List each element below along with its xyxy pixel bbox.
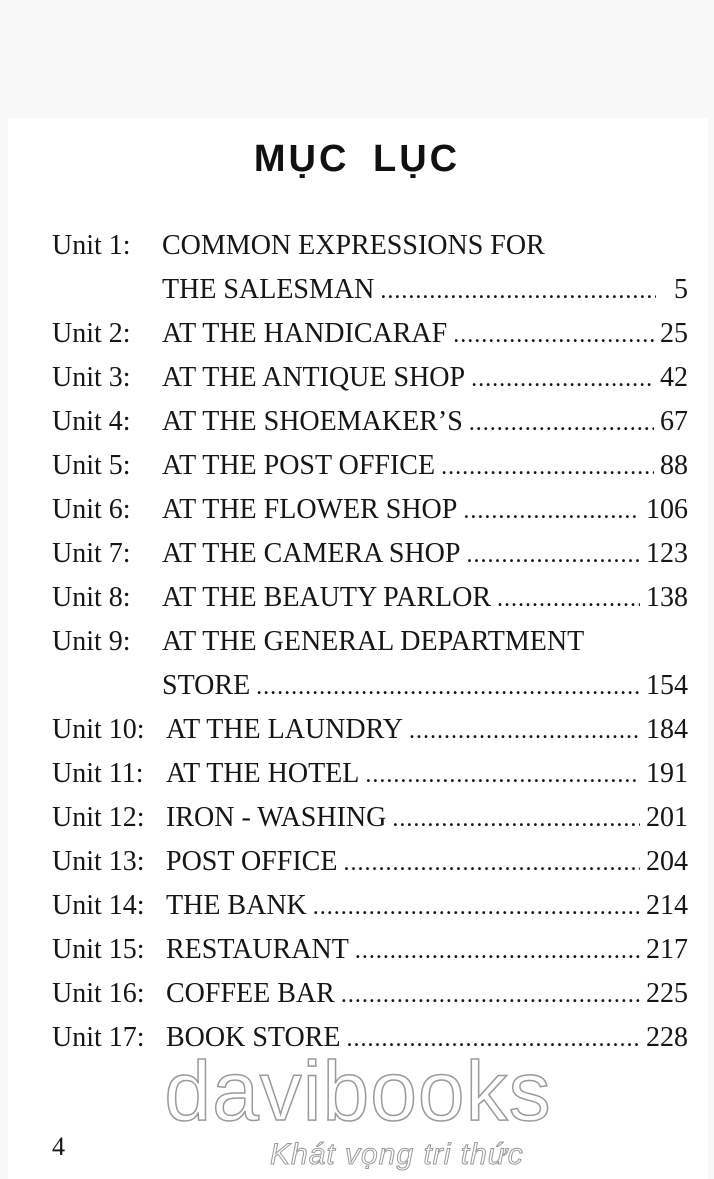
dot-leader bbox=[466, 533, 640, 577]
toc-unit-number: Unit 5: bbox=[52, 450, 131, 481]
toc-page-number: 25 bbox=[660, 318, 688, 349]
toc-title-line bbox=[166, 796, 688, 841]
toc-entry bbox=[52, 224, 688, 312]
toc-unit-number: Unit 14: bbox=[52, 890, 145, 921]
toc-title: RESTAURANT bbox=[166, 934, 349, 965]
toc-unit-number: Unit 1: bbox=[52, 230, 131, 261]
toc-entry bbox=[52, 972, 688, 1016]
toc-title-line bbox=[162, 268, 688, 313]
toc-entry bbox=[52, 752, 688, 796]
toc-page-number: 42 bbox=[660, 362, 688, 393]
watermark-tagline: Khát vọng tri thức bbox=[270, 1138, 524, 1171]
toc-unit-number: Unit 7: bbox=[52, 538, 131, 569]
toc-page-number: 88 bbox=[660, 450, 688, 481]
toc-title-first-line: AT THE GENERAL DEPARTMENT bbox=[162, 626, 585, 657]
toc-page-number: 138 bbox=[646, 582, 688, 613]
toc-unit-number: Unit 15: bbox=[52, 934, 145, 965]
toc-page-number: 5 bbox=[674, 274, 688, 305]
toc-title-line bbox=[162, 312, 688, 357]
toc-entry bbox=[52, 840, 688, 884]
toc-title-line bbox=[162, 576, 688, 621]
toc-title: AT THE HANDICARAF bbox=[162, 318, 448, 349]
toc-title: AT THE POST OFFICE bbox=[162, 450, 436, 481]
dot-leader bbox=[471, 357, 654, 401]
dot-leader bbox=[341, 973, 640, 1017]
toc-entry bbox=[52, 356, 688, 400]
toc-title: THE SALESMAN bbox=[162, 274, 375, 305]
toc-unit-number: Unit 12: bbox=[52, 802, 145, 833]
dot-leader bbox=[463, 489, 640, 533]
toc-title: AT THE FLOWER SHOP bbox=[162, 494, 458, 525]
toc-title-line bbox=[166, 752, 688, 797]
dot-leader bbox=[497, 577, 640, 621]
toc-unit-number: Unit 13: bbox=[52, 846, 145, 877]
toc-entry bbox=[52, 532, 688, 576]
dot-leader bbox=[453, 313, 654, 357]
toc-page-number: 123 bbox=[646, 538, 688, 569]
toc-page-number: 201 bbox=[646, 802, 688, 833]
toc-title-line bbox=[162, 444, 688, 489]
toc-title: STORE bbox=[162, 670, 251, 701]
toc-title-line bbox=[162, 400, 688, 445]
toc-title-line bbox=[162, 664, 688, 709]
toc-page-number: 217 bbox=[646, 934, 688, 965]
toc-page-number: 154 bbox=[646, 670, 688, 701]
toc-page-number: 67 bbox=[660, 406, 688, 437]
toc-page-number: 184 bbox=[646, 714, 688, 745]
toc-unit-number: Unit 10: bbox=[52, 714, 145, 745]
toc-title: BOOK STORE bbox=[166, 1022, 341, 1053]
toc-title-line bbox=[166, 840, 688, 885]
toc-title: IRON - WASHING bbox=[166, 802, 387, 833]
toc-title: THE BANK bbox=[166, 890, 307, 921]
toc-page-number: 191 bbox=[646, 758, 688, 789]
toc-unit-number: Unit 4: bbox=[52, 406, 131, 437]
toc-entry bbox=[52, 400, 688, 444]
toc-unit-number: Unit 2: bbox=[52, 318, 131, 349]
toc-page-number: 204 bbox=[646, 846, 688, 877]
toc-entry bbox=[52, 488, 688, 532]
dot-leader bbox=[343, 841, 640, 885]
toc-title: AT THE BEAUTY PARLOR bbox=[162, 582, 492, 613]
page-title: MỤC LỤC bbox=[253, 138, 461, 180]
toc-title-line bbox=[162, 532, 688, 577]
watermark-brand: davibooks bbox=[164, 1044, 552, 1138]
toc-title-line bbox=[166, 972, 688, 1017]
toc-unit-number: Unit 6: bbox=[52, 494, 131, 525]
dot-leader bbox=[313, 885, 640, 929]
toc-title-line bbox=[166, 708, 688, 753]
toc-title: AT THE SHOEMAKER’S bbox=[162, 406, 463, 437]
toc-title: AT THE LAUNDRY bbox=[166, 714, 403, 745]
dot-leader bbox=[256, 665, 640, 709]
toc-entry bbox=[52, 312, 688, 356]
toc-entry bbox=[52, 620, 688, 708]
toc-title-line bbox=[166, 884, 688, 929]
dot-leader bbox=[409, 709, 640, 753]
toc-title: AT THE CAMERA SHOP bbox=[162, 538, 461, 569]
toc-entry bbox=[52, 708, 688, 752]
toc-entry bbox=[52, 928, 688, 972]
page-number: 4 bbox=[52, 1132, 65, 1161]
toc-unit-number: Unit 8: bbox=[52, 582, 131, 613]
toc-title-line bbox=[162, 356, 688, 401]
toc-title-first-line: COMMON EXPRESSIONS FOR bbox=[162, 230, 545, 261]
toc-unit-number: Unit 11: bbox=[52, 758, 144, 789]
dot-leader bbox=[365, 753, 640, 797]
dot-leader bbox=[469, 401, 654, 445]
toc-title: COFFEE BAR bbox=[166, 978, 335, 1009]
toc-title-line bbox=[166, 928, 688, 973]
toc-entry bbox=[52, 444, 688, 488]
dot-leader bbox=[355, 929, 640, 973]
dot-leader bbox=[441, 445, 654, 489]
toc-title-line bbox=[162, 488, 688, 533]
toc-unit-number: Unit 16: bbox=[52, 978, 145, 1009]
toc-entry bbox=[52, 884, 688, 928]
toc-title: AT THE ANTIQUE SHOP bbox=[162, 362, 466, 393]
toc-title: AT THE HOTEL bbox=[166, 758, 360, 789]
toc-entry bbox=[52, 796, 688, 840]
toc-page-number: 225 bbox=[646, 978, 688, 1009]
toc-page-number: 228 bbox=[646, 1022, 688, 1053]
dot-leader bbox=[380, 269, 656, 313]
toc-unit-number: Unit 3: bbox=[52, 362, 131, 393]
dot-leader bbox=[392, 797, 640, 841]
toc-page-number: 106 bbox=[646, 494, 688, 525]
toc-page-number: 214 bbox=[646, 890, 688, 921]
toc-unit-number: Unit 17: bbox=[52, 1022, 145, 1053]
table-of-contents bbox=[52, 224, 688, 1060]
toc-entry bbox=[52, 576, 688, 620]
toc-title: POST OFFICE bbox=[166, 846, 338, 877]
toc-unit-number: Unit 9: bbox=[52, 626, 131, 657]
